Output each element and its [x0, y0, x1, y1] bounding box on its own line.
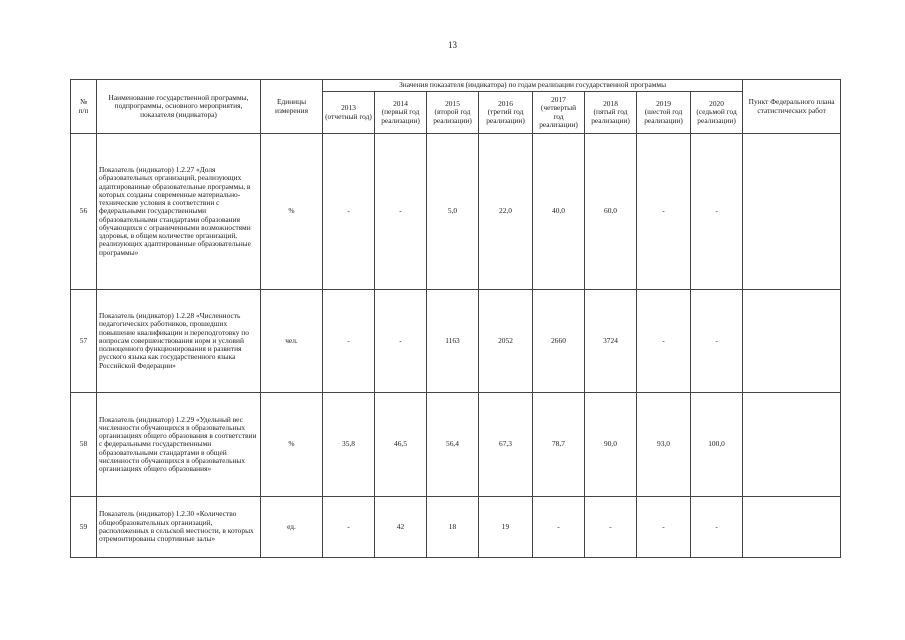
indicator-name: Показатель (индикатор) 1.2.30 «Количество общеобразовательных организаций, расположенных в сельской местности, в которых отремонтированы спортивные залы»: [97, 497, 261, 558]
header-year: 2017 (четвертый год реализации): [533, 92, 585, 134]
table-row: [71, 497, 841, 558]
header-year: 2014 (первый год реализации): [375, 92, 427, 134]
value-cell: 56,4: [427, 393, 479, 497]
table-row: [71, 134, 841, 290]
value-cell: -: [691, 290, 743, 393]
unit-cell: чел.: [261, 290, 323, 393]
header-name: Наименование государственной программы, подпрограммы, основного мероприятия, показателя (индикатора): [97, 80, 261, 134]
header-year: 2015 (второй год реализации): [427, 92, 479, 134]
value-cell: 100,0: [691, 393, 743, 497]
value-cell: -: [691, 134, 743, 290]
value-cell: 93,0: [637, 393, 691, 497]
value-cell: -: [637, 134, 691, 290]
table-row: [71, 290, 841, 393]
plan-cell: [743, 393, 841, 497]
value-cell: 42: [375, 497, 427, 558]
header-unit: Единицы измерения: [261, 80, 323, 134]
value-cell: 78,7: [533, 393, 585, 497]
row-num: 59: [71, 497, 97, 558]
value-cell: -: [637, 290, 691, 393]
value-cell: -: [323, 497, 375, 558]
value-cell: 19: [479, 497, 533, 558]
header-year: 2016 (третий год реализации): [479, 92, 533, 134]
unit-cell: ед.: [261, 497, 323, 558]
value-cell: 60,0: [585, 134, 637, 290]
row-num: 57: [71, 290, 97, 393]
header-row-top: [71, 80, 841, 92]
indicator-name: Показатель (индикатор) 1.2.29 «Удельный вес численности обучающихся в образовательных организациях общего образования в соответствии с федеральными государственными образовательными стандартами в общей численности обучающихся в образовательных организациях общего образования»: [97, 393, 261, 497]
unit-cell: %: [261, 393, 323, 497]
value-cell: 5,0: [427, 134, 479, 290]
value-cell: -: [585, 497, 637, 558]
unit-cell: %: [261, 134, 323, 290]
value-cell: -: [637, 497, 691, 558]
value-cell: -: [533, 497, 585, 558]
plan-cell: [743, 497, 841, 558]
indicator-name: Показатель (индикатор) 1.2.27 «Доля образовательных организаций, реализующих адаптированные образовательные программы, в которых созданы современные материально-технические условия в соответствии с федеральными государственными образовательными стандартами образования обучающихся с ограниченными возможностями здоровья, в общем количестве организаций, реализующих адаптированные образовательные программы»: [97, 134, 261, 290]
value-cell: 1163: [427, 290, 479, 393]
value-cell: -: [323, 134, 375, 290]
value-cell: 2660: [533, 290, 585, 393]
value-cell: 90,0: [585, 393, 637, 497]
indicator-name: Показатель (индикатор) 1.2.28 «Численность педагогических работников, прошедших повышение квалификации и переподготовку по вопросам совершенствования норм и условий полноценного функционирования и развития русского языка как государственного языка Российской Федерации»: [97, 290, 261, 393]
value-cell: -: [323, 290, 375, 393]
header-year: 2020 (седьмой год реализации): [691, 92, 743, 134]
indicators-table: [70, 79, 841, 558]
page-number: 13: [448, 40, 457, 50]
value-cell: -: [375, 290, 427, 393]
header-num: № п/п: [71, 80, 97, 134]
header-year: 2013 (отчетный год): [323, 92, 375, 134]
header-values-group: Значения показателя (индикатора) по годам реализации государственной программы: [323, 80, 743, 92]
plan-cell: [743, 134, 841, 290]
header-plan: Пункт Федерального плана статистических работ: [743, 80, 841, 134]
value-cell: 46,5: [375, 393, 427, 497]
value-cell: 2052: [479, 290, 533, 393]
value-cell: 22,0: [479, 134, 533, 290]
value-cell: 40,0: [533, 134, 585, 290]
value-cell: 67,3: [479, 393, 533, 497]
plan-cell: [743, 290, 841, 393]
value-cell: 3724: [585, 290, 637, 393]
value-cell: 18: [427, 497, 479, 558]
row-num: 56: [71, 134, 97, 290]
header-year: 2018 (пятый год реализации): [585, 92, 637, 134]
row-num: 58: [71, 393, 97, 497]
header-year: 2019 (шестой год реализации): [637, 92, 691, 134]
value-cell: 35,8: [323, 393, 375, 497]
value-cell: -: [691, 497, 743, 558]
value-cell: -: [375, 134, 427, 290]
table-row: [71, 393, 841, 497]
